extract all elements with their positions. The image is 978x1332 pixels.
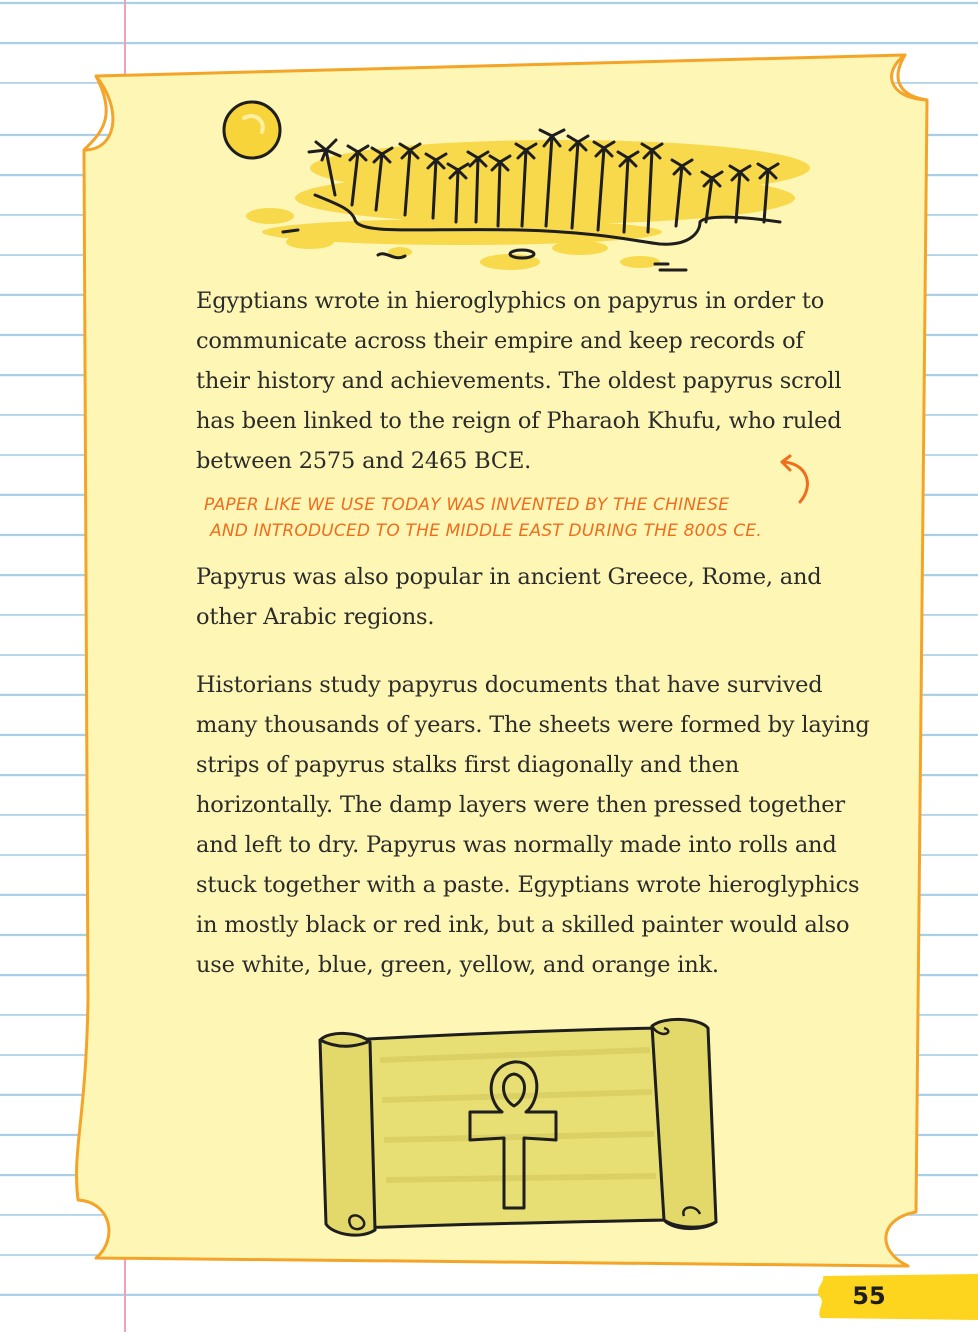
scroll-left-roll (320, 1033, 375, 1235)
side-note-line-1: PAPER LIKE WE USE TODAY WAS INVENTED BY THE CHINESE (204, 495, 730, 515)
side-note (204, 492, 824, 544)
spread-paragraph: Papyrus was also popular in ancient Greece, Rome, and other Arabic regions. (196, 564, 822, 630)
papyrus-scroll-illustration (320, 1019, 716, 1235)
sun-icon (224, 102, 280, 158)
making-paragraph: Historians study papyrus documents that have survived many thousands of years. The sheets were formed by laying strips of papyrus stalks first diagonally and then horizontally. The damp layers were then pressed together and left to dry. Papyrus was normally made into rolls and stuck together with a paste. Egyptians wrote hieroglyphics in mostly black or red ink, but a skilled painter would also use white, blue, green, yellow, and orange ink. (196, 672, 870, 978)
side-note-line-2: AND INTRODUCED TO THE MIDDLE EAST DURING THE 800S CE. (210, 521, 762, 541)
intro-paragraph: Egyptians wrote in hieroglyphics on papyrus in order to communicate across their empire and keep records of their history and achievements. The oldest papyrus scroll has been linked to the reign of Pharaoh Khufu, who ruled between 2575 and 2465 BCE. (196, 288, 842, 474)
scroll-right-roll (652, 1019, 716, 1228)
page-number: 55 (852, 1282, 886, 1310)
